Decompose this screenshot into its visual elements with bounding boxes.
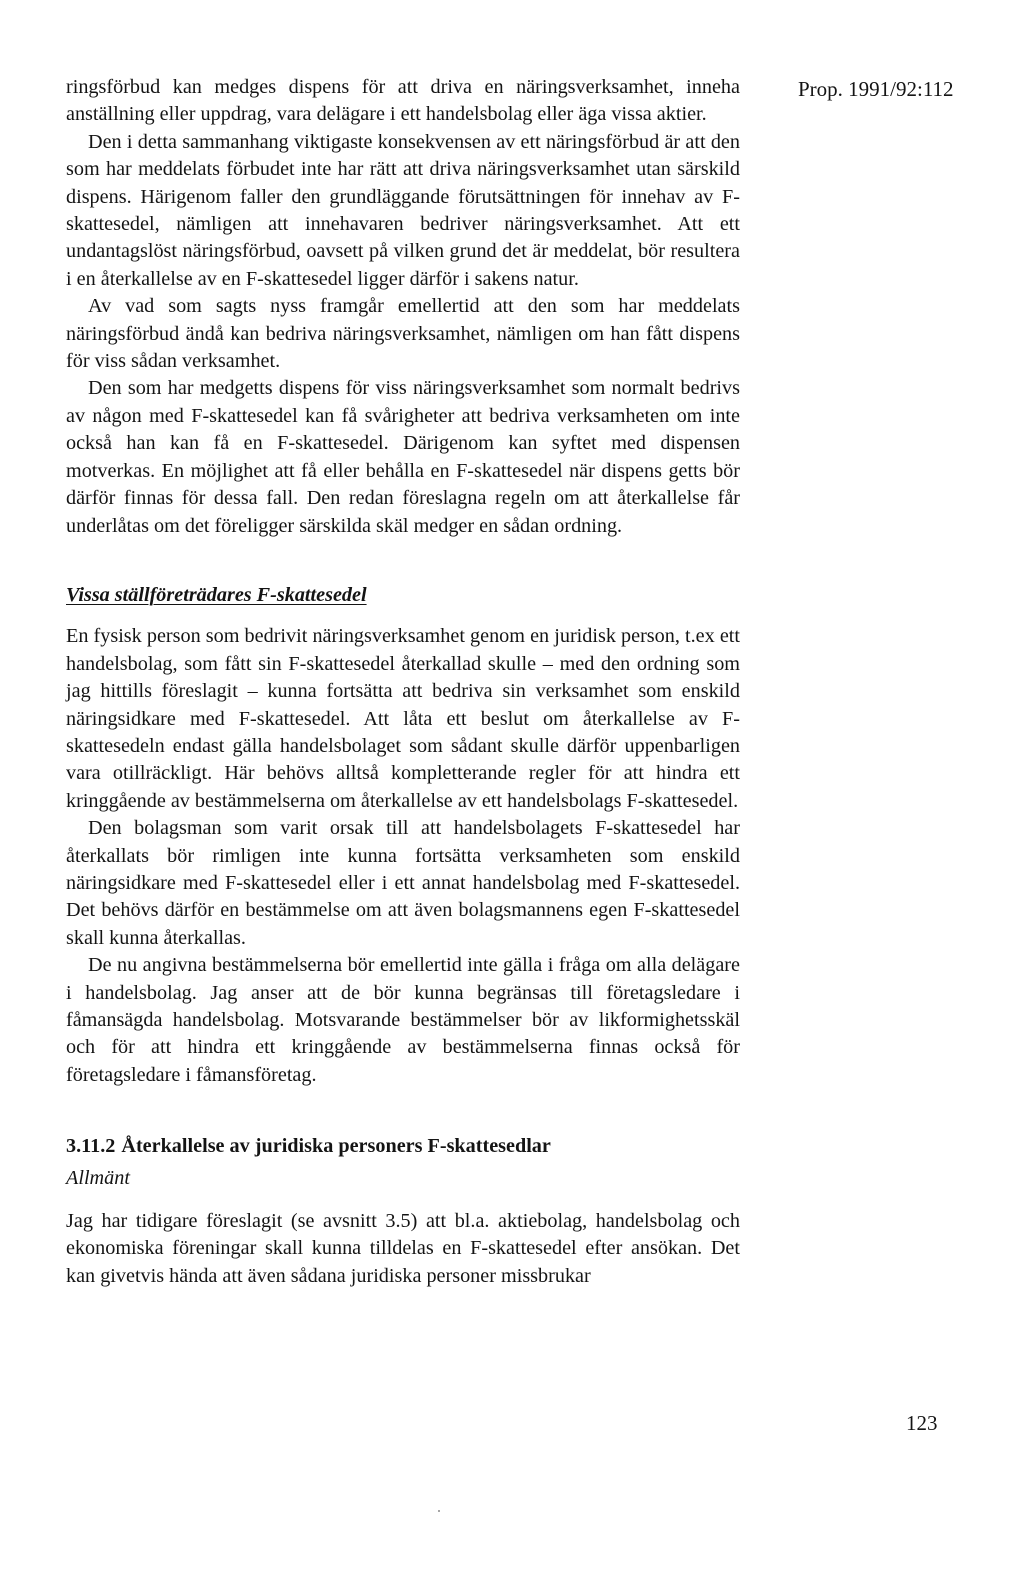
paragraph: Den bolagsman som varit orsak till att handelsbolagets F-skattesedel har återkallats bör rimligen inte kunna fortsätta verksamheten som enskild näringsidkare med F-skattesedel eller i ett annat handelsbolag med F-skattesedel. Det behövs därför en bestämmelse om att även bolagsmannens egen F-skattesedel skall kunna återkallas. bbox=[66, 817, 740, 949]
paragraph: ringsförbud kan medges dispens för att driva en näringsverksamhet, inneha anställning eller uppdrag, vara delägare i ett handelsbolag eller äga vissa aktier. bbox=[66, 76, 740, 126]
subsection-number: 3.11.2 bbox=[66, 1135, 116, 1158]
document-reference: Prop. 1991/92:112 bbox=[798, 77, 954, 101]
section-heading: Vissa ställföreträdares F-skattesedel bbox=[66, 583, 367, 606]
paragraph: En fysisk person som bedrivit näringsverksamhet genom en juridisk person, t.ex ett handelsbolag, som fått sin F-skattesedel återkallad skulle – med den ordning som jag hittills föreslagit – kunna fortsätta att bedriva sin verksamhet som enskild näringsidkare med F-skattesedel. Att låta ett beslut om återkallelse av F-skattesedeln endast gälla handelsbolaget som sådant skulle därför uppenbarligen vara otillräckligt. Här behövs alltså kompletterande regler för att hindra ett kringgående av bestämmelserna om återkallelse av ett handelsbolags F-skattesedel. bbox=[66, 625, 740, 812]
paragraph: De nu angivna bestämmelserna bör emellertid inte gälla i fråga om alla delägare i handelsbolag. Jag anser att de bör kunna begränsas till företagsledare i fåmansägda handelsbolag. Motsvarande bestämmelser bör av likformighetsskäl och för att hindra ett kringgående av bestämmelserna finnas också för företagsledare i fåmansföretag. bbox=[66, 954, 740, 1086]
scan-speck bbox=[438, 1510, 440, 1512]
paragraph: Jag har tidigare föreslagit (se avsnitt 3.5) att bl.a. aktiebolag, handelsbolag och ekonomiska föreningar skall kunna tilldelas en F-skattesedel efter ansökan. Det kan givetvis hända att även sådana juridiska personer missbrukar bbox=[66, 1210, 740, 1287]
text-column bbox=[66, 74, 740, 1290]
paragraph: Den som har medgetts dispens för viss näringsverksamhet som normalt bedrivs av någon med F-skattesedel kan få svårigheter att bedriva verksamheten om inte också han kan få en F-skattesedel. Därigenom kan syftet med dispensen motverkas. En möjlighet att få eller behålla en F-skattesedel när dispens getts bör därför finnas för dessa fall. Den redan föreslagna regeln om att återkallelse får underlåtas om det föreligger särskilda skäl medger en sådan ordning. bbox=[66, 377, 740, 537]
paragraph: Den i detta sammanhang viktigaste konsekvensen av ett näringsförbud är att den som har meddelats förbudet inte har rätt att driva näringsverksamhet utan särskild dispens. Härigenom faller den grundläggande förutsättningen för innehav av F-skattesedel, nämligen att innehavaren bedriver näringsverksamhet. Att ett undantagslöst näringsförbud, oavsett på vilken grund det är meddelat, bör resultera i en återkallelse av en F-skattesedel ligger därför i sakens natur. bbox=[66, 130, 740, 290]
paragraph: Av vad som sagts nyss framgår emellertid att den som har meddelats näringsförbud ändå kan bedriva näringsverksamhet, nämligen om han fått dispens för viss sådan verksamhet. bbox=[66, 295, 740, 373]
subsection-heading bbox=[66, 1133, 740, 1160]
page-number: 123 bbox=[906, 1411, 938, 1435]
subsection-title: Återkallelse av juridiska personers F-skattesedlar bbox=[121, 1135, 551, 1158]
subsection-label: Allmänt bbox=[66, 1166, 130, 1189]
